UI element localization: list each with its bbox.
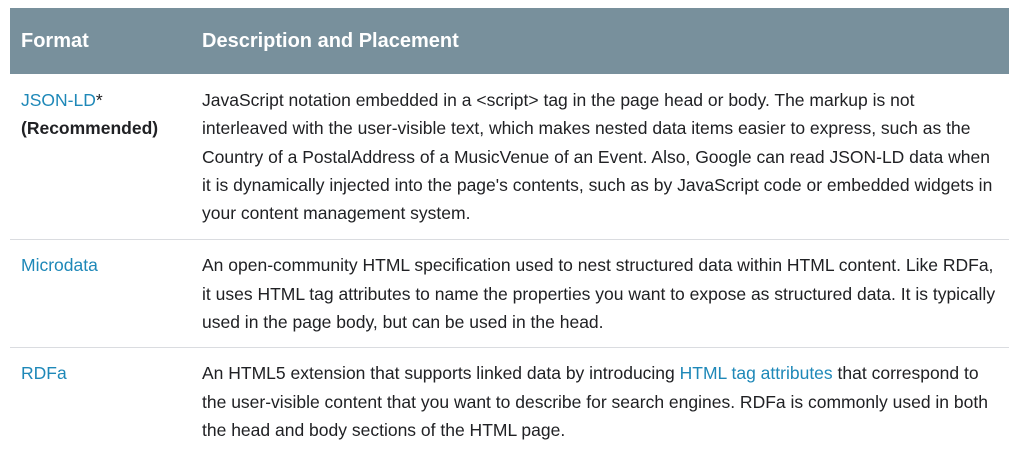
rdfa-description-end: that correspond to the user-visible content that you want to describe for search engines. RDFa is commonly used in both the head and body sections of the HTML page. xyxy=(202,363,988,440)
recommended-asterisk: * xyxy=(95,90,103,110)
description-cell-rdfa xyxy=(191,348,1009,453)
description-cell-microdata: An open-community HTML specification used to nest structured data within HTML content. Like RDFa, it uses HTML tag attributes to name the properties you want to expose as structured data. It is typically used in the page body, but can be used in the head. xyxy=(191,240,1009,348)
column-header-format: Format xyxy=(10,8,191,74)
structured-data-formats-table-container xyxy=(10,8,1009,453)
json-ld-link[interactable]: JSON-LD xyxy=(21,90,96,110)
microdata-link[interactable]: Microdata xyxy=(21,255,98,276)
column-header-description: Description and Placement xyxy=(191,8,1009,74)
table-row-microdata xyxy=(10,240,1009,348)
table-header-row xyxy=(10,8,1009,74)
description-cell-json-ld: JavaScript notation embedded in a <script> tag in the page head or body. The markup is not interleaved with the user-visible text, which makes nested data items easier to express, such as the Country of a PostalAddress of a MusicVenue of an Event. Also, Google can read JSON-LD data when it is dynamically injected into the page's contents, such as by JavaScript code or embedded widgets in your content management system. xyxy=(191,74,1009,240)
recommended-label: (Recommended) xyxy=(21,118,159,139)
table-row-json-ld xyxy=(10,74,1009,240)
format-cell-microdata xyxy=(10,240,191,348)
table-row-rdfa xyxy=(10,348,1009,453)
rdfa-description-start: An HTML5 extension that supports linked data by introducing xyxy=(202,363,680,384)
format-cell-json-ld xyxy=(10,74,191,240)
format-cell-rdfa xyxy=(10,348,191,453)
rdfa-link[interactable]: RDFa xyxy=(21,363,67,384)
structured-data-formats-table xyxy=(10,8,1009,453)
html-tag-attributes-link[interactable]: HTML tag attributes xyxy=(679,363,833,384)
